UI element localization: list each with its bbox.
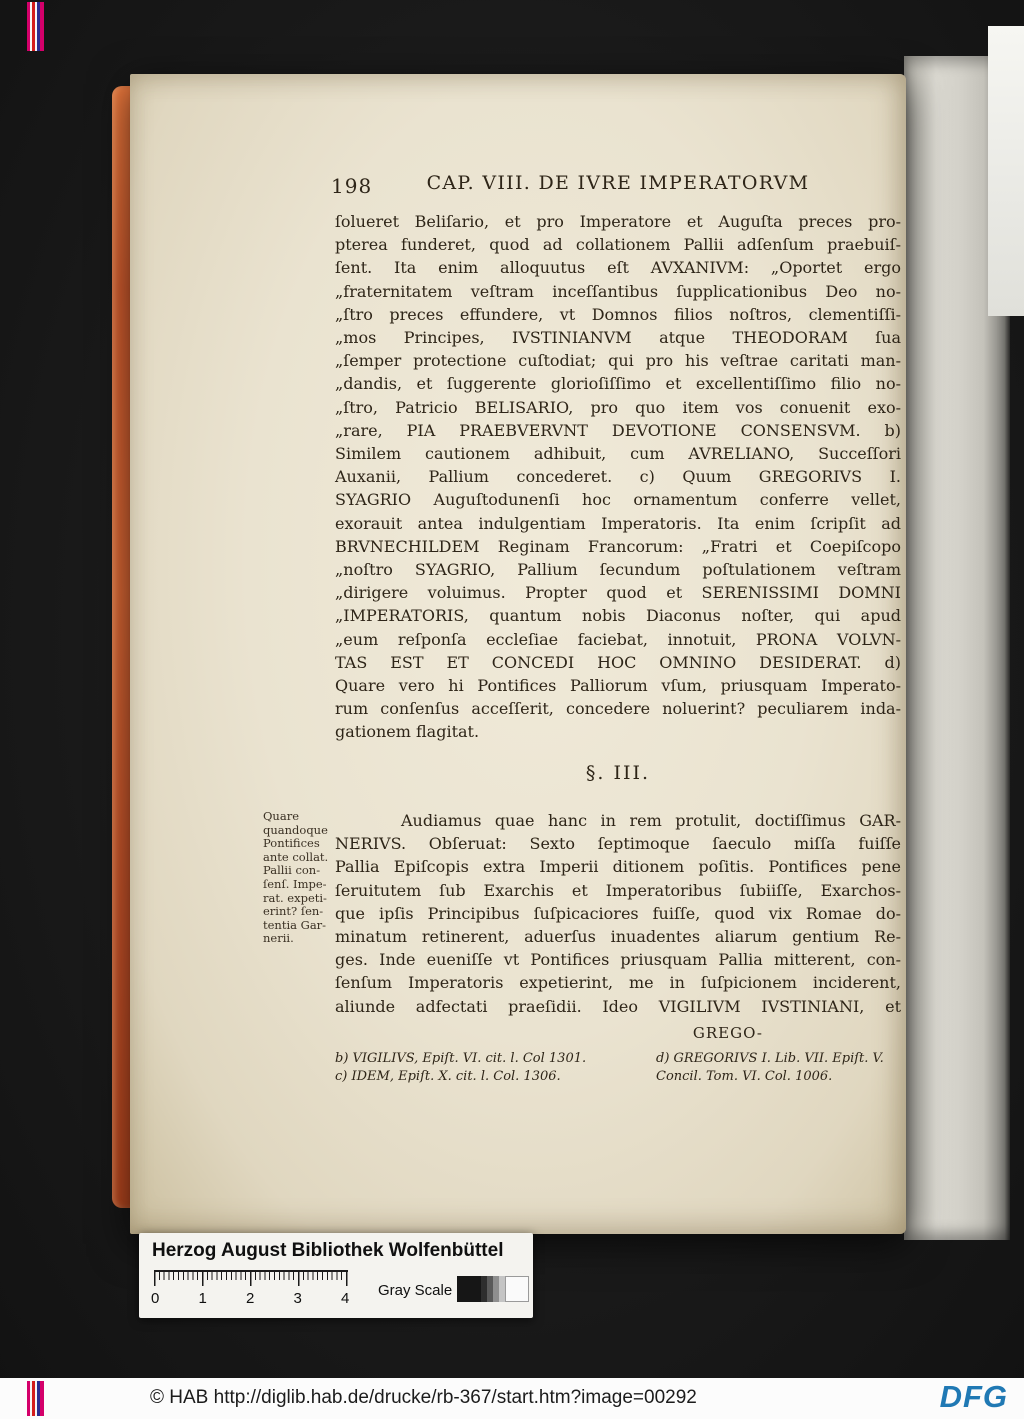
- next-page-corner: [988, 26, 1024, 316]
- gray-scale-patches: [457, 1276, 529, 1302]
- dfg-logo: DFG: [939, 1379, 1008, 1414]
- ruler-numbers: 0 1 2 3 4: [151, 1290, 350, 1307]
- running-header: CAP. VIII. DE IVRE IMPERATORVM: [426, 172, 810, 194]
- library-name: Herzog August Bibliothek Wolfenbüttel: [152, 1240, 504, 1261]
- section-heading: §. III.: [585, 762, 651, 784]
- book-page: [130, 74, 906, 1234]
- footnotes-left-column: b) VIGILIVS, Epiſt. VI. cit. l. Col 1301. c) IDEM, Epiſt. X. cit. l. Col. 1306.: [335, 1051, 587, 1084]
- ruler: [151, 1270, 358, 1310]
- ruler-cm-ticks: [154, 1272, 349, 1286]
- calibration-ruler-card: [139, 1233, 533, 1318]
- paragraph-2: Audiamus quae hanc in rem protulit, doctiſſimus GAR- NERIVS. Obſeruat: Sexto ſeptimoque ſaeculo miſſa fuiſſe Pallia Epiſcopis extra Imperii ditionem poſitis. Pontifices pene ſeruitutem ſub Exarchis et Imperatoribus ſubiiſſe, Exarchos- que ipſis Principibus ſuſpicaciores fuiſſe, quod vix Romae do- minatum retinerent, aduerſus inuadentes aliarum gentium Re- ges. Inde eueniſſe vt Pontifices priusquam Pallia mitterent, con- ſenſum Imperatoris expetierint, me in ſuſpicionem inciderent, aliunde adfectati praeſidii. Ideo VIGILIVM IVSTINIANI, et: [335, 811, 901, 1016]
- copyright-url: © HAB http://diglib.hab.de/drucke/rb-367/start.htm?image=00292: [150, 1387, 697, 1408]
- footnotes-right-column: d) GREGORIVS I. Lib. VII. Epiſt. V. Concil. Tom. VI. Col. 1006.: [656, 1051, 884, 1084]
- gray-scale-label: Gray Scale: [378, 1282, 453, 1299]
- footnotes: [335, 1050, 901, 1085]
- gray-scale-white-patch: [505, 1276, 529, 1302]
- gray-scale-black-patch: [457, 1276, 481, 1302]
- margin-note: Quare quandoque Pontifices ante collat. Pallii con- ſenſ. Impe- rat. expeti- erint? ſen- tentia Gar- nerii.: [263, 809, 329, 946]
- color-calibration-strip-bottom: [27, 1381, 44, 1416]
- color-calibration-strip-top: [27, 2, 44, 51]
- page-number: 198: [331, 174, 373, 198]
- paragraph-1: ſolueret Beliſario, et pro Imperatore et Auguſta preces pro- pterea funderet, quod ad collationem Pallii adſenſum praebuiſ- ſent. Ita enim alloquutus eſt AVXANIVM: „Oportet ergo „fraternitatem veſtram inceſſantibus ſupplicationibus Deo no- „ſtro preces effundere, vt Domnos filios noſtros, clementiſſi- „mos Principes, IVSTINIANVM atque THEODORAM ſua „ſemper protectione cuſtodiat; qui pro his veſtrae caritati man- „dandis, et ſuggerente glorioſiſſimo et excellentiſſimo filio no- „ſtro, Patricio BELISARIO, pro quo item vos conuenit exo- „rare, PIA PRAEBVERVNT DEVOTIONE CONSENSVM. b) Similem cautionem adhibuit, cum AVRELIANO, Succeſſori Auxanii, Pallium concederet. c) Quum GREGORIVS I. SYAGRIO Auguſtodunenſi hoc ornamentum conferre vellet, exorauit antea indulgentiam Imperatoris. Ita enim ſcripſit ad BRVNECHILDEM Reginam Francorum: „Fratri et Coepiſcopo „noſtro SYAGRIO, Pallium ſecundum poſtulationem veſtram „dirigere voluimus. Propter quod et SERENISSIMI DOMNI „IMPERATORIS, quantum nobis Diaconus noſter, qui apud „eum reſponſa eccleſiae faciebat, innotuit, PRONA VOLVN- TAS EST ET CONCEDI HOC OMNINO DESIDERAT. d) Quare vero hi Pontifices Palliorum vſum, priusquam Imperato- rum conſenſus acceſſerit, concedere noluerint? peculiarem inda- gationem flagitat.: [335, 212, 901, 742]
- catchword: GREGO-: [692, 1024, 763, 1042]
- gray-scale-step-patch: [481, 1276, 505, 1302]
- page-header-row: [331, 172, 901, 198]
- footer-bar: [0, 1378, 1024, 1419]
- ruler-row: [152, 1266, 523, 1314]
